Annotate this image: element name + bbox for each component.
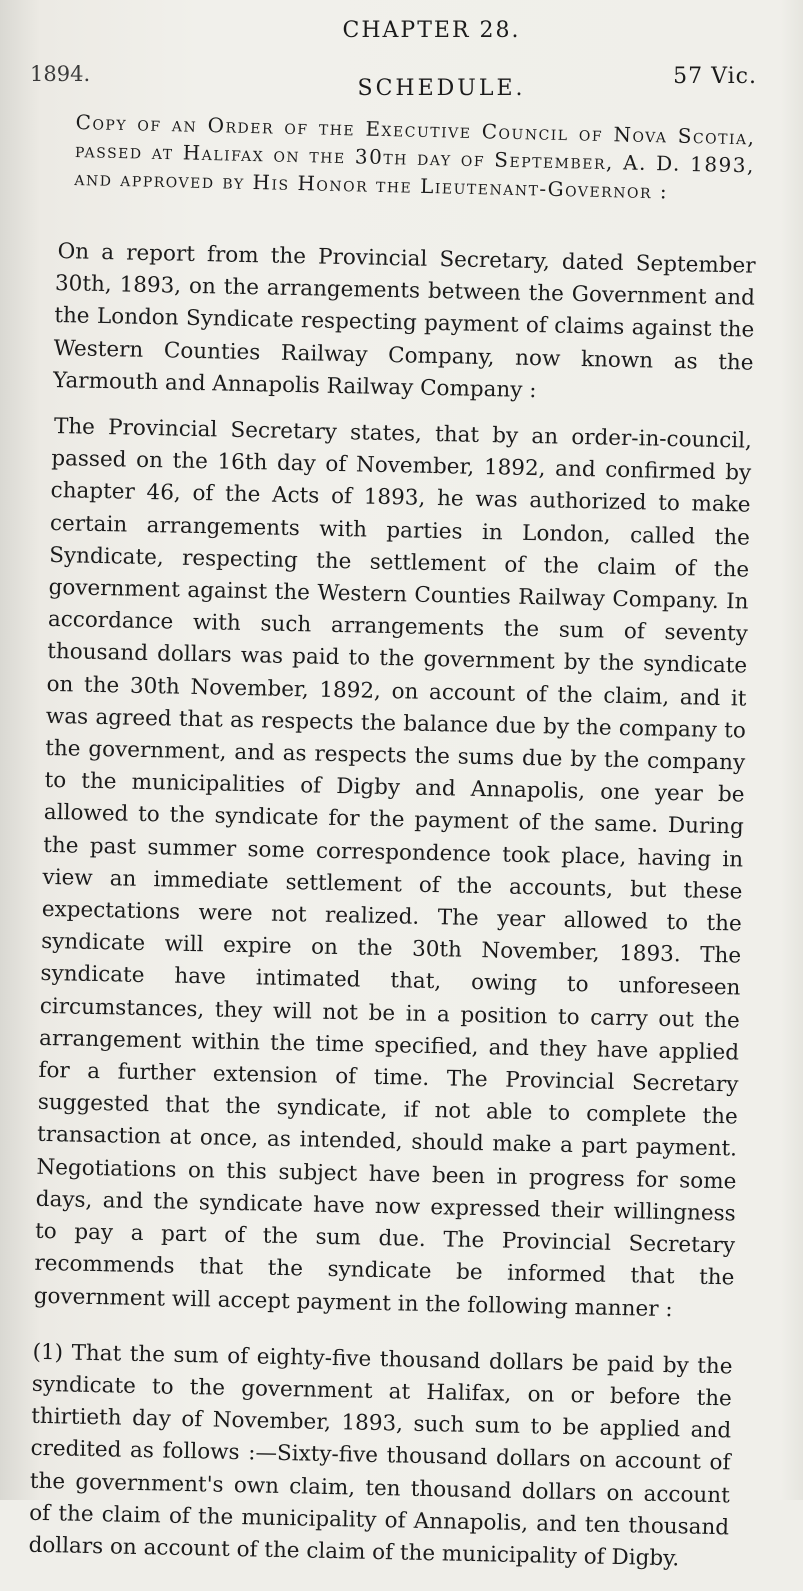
intro-paragraph: On a report from the Provincial Secretary, dated September 30th, 1893, on the arrangements between the Government and the London Syndicate respecting payment of claims against the Western Counties Railway Company, now known as the Yarmouth and Annapolis Railway Company : xyxy=(52,239,756,403)
chapter-heading: CHAPTER 28. xyxy=(342,18,521,43)
payment-term-1: (1) That the sum of eighty-five thousand dollars be paid by the syndicate to the government at Halifax, on or before the thirtieth day of November, 1893, such sum to be applied and credited as follows :—Sixty-five thousand dollars on account of the government's own claim, ten thousand dollars on account of the claim of the municipality of Annapolis, and ten thousand dollars on account of the claim of the municipality of Digby. xyxy=(28,1339,733,1572)
year-marginal-note: 1894. xyxy=(30,62,91,86)
document-body xyxy=(28,236,756,1590)
session-reference: 57 Vic. xyxy=(673,64,757,89)
schedule-heading: SCHEDULE. xyxy=(357,76,526,101)
statement-paragraph: The Provincial Secretary states, that by an order-in-council, passed on the 16th day of November, 1892, and confirmed by chapter 46, of the Acts of 1893, he was authorized to make certain arrangements with parties in London, called the Syndicate, respecting the settlement of the claim of the government against the Western Counties Railway Company. In accordance with such arrangements the sum of seventy thousand dollars was paid to the government by the syndicate on the 30th November, 1892, on account of the claim, and it was agreed that as respects the balance due by the company to the government, and as respects the sums due by the company to the municipalities of Digby and Annapolis, one year be allowed to the syndicate for the payment of the same. During the past summer some correspondence took place, having in view an immediate settlement of the accounts, but these expectations were not realized. The year allowed to the syndicate will expire on the 30th November, 1893. The syndicate have intimated that, owing to unforeseen circumstances, they will not be in a position to carry out the arrangement within the time specified, and they have applied for a further extension of time. The Provincial Secretary suggested that the syndicate, if not able to complete the transaction at once, as intended, should make a part payment. Negotiations on this subject have been in progress for some days, and the syndicate have now expressed their willingness to pay a part of the sum due. The Provincial Secretary recommends that the syndicate be informed that the government will accept payment in the following manner : xyxy=(33,414,753,1322)
order-heading: Copy of an Order of the Executive Council of Nova Scotia, passed at Halifax on the 30th day of September, A. D. 1893, and approved by His Honor the Lieutenant-Governor : xyxy=(74,109,756,204)
